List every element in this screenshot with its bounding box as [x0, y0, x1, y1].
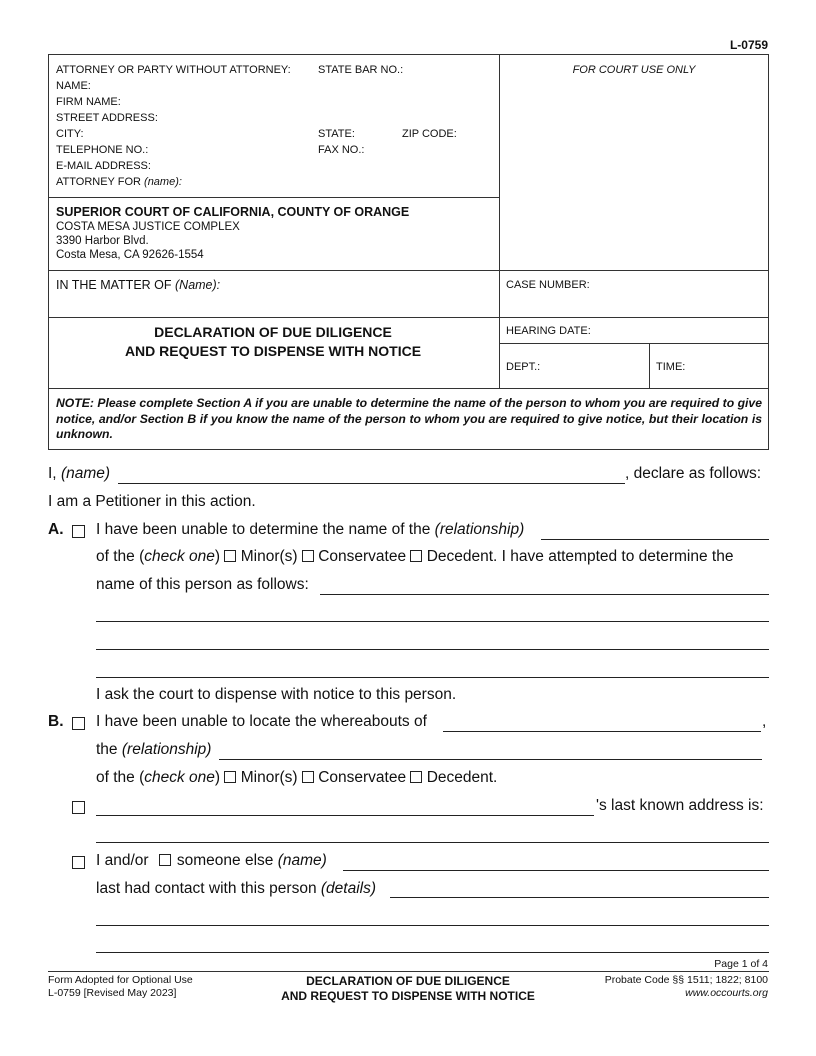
form-number: L-0759 — [729, 38, 768, 52]
instruction-note: NOTE: Please complete Section A if you are unable to determine the name of the person to whom you are required to give notice, and/or Section B if you know the name of the person to whom you are required to give notice, but their location is unknown. — [56, 396, 762, 441]
court-street: 3390 Harbor Blvd. — [56, 235, 149, 247]
i-andor-checkbox[interactable] — [72, 856, 85, 869]
minor-checkbox[interactable] — [224, 550, 236, 562]
minor-checkbox-b[interactable] — [224, 771, 236, 783]
decedent-checkbox-b[interactable] — [410, 771, 422, 783]
last-address-field[interactable] — [96, 842, 769, 843]
section-b-relationship-label: the (relationship) — [96, 741, 212, 758]
attorney-party-label: ATTORNEY OR PARTY WITHOUT ATTORNEY: — [56, 64, 291, 76]
section-b-line1: I have been unable to locate the whereabouts of — [96, 713, 427, 730]
section-a-dispense: I ask the court to dispense with notice to this person. — [96, 686, 457, 703]
firm-label: FIRM NAME: — [56, 96, 121, 108]
conservatee-checkbox[interactable] — [302, 550, 314, 562]
hearing-date-label: HEARING DATE: — [506, 325, 591, 337]
last-contact-field[interactable] — [390, 897, 769, 898]
section-b-comma: , — [762, 713, 767, 730]
attorney-for-label: ATTORNEY FOR (name): — [56, 176, 182, 188]
section-b-checkbox[interactable] — [72, 717, 85, 730]
zip-label: ZIP CODE: — [402, 128, 457, 140]
footer-website[interactable]: www.occourts.org — [685, 987, 768, 999]
dept-label: DEPT.: — [506, 361, 541, 373]
court-use-label: FOR COURT USE ONLY — [572, 64, 696, 76]
city-label: CITY: — [56, 128, 84, 140]
court-city: Costa Mesa, CA 92626-1554 — [56, 249, 204, 261]
page-number: Page 1 of 4 — [714, 958, 768, 970]
section-a-relationship-field[interactable] — [541, 539, 769, 540]
declare-suffix: , declare as follows: — [625, 465, 762, 482]
footer-code: Probate Code §§ 1511; 1822; 8100 www.occourts.org — [604, 974, 768, 999]
state-label: STATE: — [318, 128, 355, 140]
section-b-letter: B. — [48, 713, 64, 730]
section-a-check-one-row: of the (check one) Minor(s) Conservatee Decedent. I have attempted to determine the — [96, 548, 734, 565]
last-address-name-field[interactable] — [96, 815, 594, 816]
declarant-name-field[interactable] — [118, 483, 625, 484]
form-title: DECLARATION OF DUE DILIGENCE AND REQUEST TO DISPENSE WITH NOTICE — [124, 324, 422, 359]
court-name: SUPERIOR COURT OF CALIFORNIA, COUNTY OF ORANGE — [56, 205, 410, 219]
footer-adopted: Form Adopted for Optional Use L-0759 [Revised May 2023] — [48, 974, 193, 999]
section-a-attempt-line4[interactable] — [96, 677, 769, 678]
section-a-attempt-line2[interactable] — [96, 621, 769, 622]
state-bar-label: STATE BAR NO.: — [318, 64, 404, 76]
conservatee-checkbox-b[interactable] — [302, 771, 314, 783]
last-contact-line3[interactable] — [96, 952, 769, 953]
footer-rule — [48, 971, 769, 972]
last-contact-line2[interactable] — [96, 925, 769, 926]
section-b-person-field[interactable] — [443, 731, 761, 732]
court-complex: COSTA MESA JUSTICE COMPLEX — [56, 221, 240, 233]
someone-else-checkbox[interactable] — [159, 854, 171, 866]
contact-row: I and/or someone else (name) — [96, 852, 327, 869]
declarant-prefix: I, (name) — [48, 465, 111, 482]
section-a-attempt-label: name of this person as follows: — [96, 576, 309, 593]
fax-label: FAX NO.: — [318, 144, 365, 156]
decedent-checkbox[interactable] — [410, 550, 422, 562]
someone-else-name-field[interactable] — [343, 870, 769, 871]
caption-box — [48, 54, 769, 450]
street-label: STREET ADDRESS: — [56, 112, 158, 124]
last-contact-label: last had contact with this person (details) — [96, 880, 377, 897]
section-a-attempt-field[interactable] — [320, 594, 769, 595]
name-label: NAME: — [56, 80, 91, 92]
section-a-checkbox[interactable] — [72, 525, 85, 538]
petitioner-statement: I am a Petitioner in this action. — [48, 493, 256, 510]
time-label: TIME: — [656, 361, 686, 373]
last-address-checkbox[interactable] — [72, 801, 85, 814]
section-a-line1: I have been unable to determine the name of the (relationship) — [96, 521, 525, 538]
section-a-letter: A. — [48, 521, 64, 538]
section-b-check-one-row: of the (check one) Minor(s) Conservatee Decedent. — [96, 769, 498, 786]
phone-label: TELEPHONE NO.: — [56, 144, 149, 156]
section-a-attempt-line3[interactable] — [96, 649, 769, 650]
footer-title: DECLARATION OF DUE DILIGENCE AND REQUEST TO DISPENSE WITH NOTICE — [281, 974, 535, 1003]
matter-label: IN THE MATTER OF (Name): — [56, 278, 221, 292]
case-number-label: CASE NUMBER: — [506, 279, 590, 291]
section-b-relationship-field[interactable] — [219, 759, 762, 760]
last-address-label: 's last known address is: — [596, 797, 764, 814]
email-label: E-MAIL ADDRESS: — [56, 160, 151, 172]
